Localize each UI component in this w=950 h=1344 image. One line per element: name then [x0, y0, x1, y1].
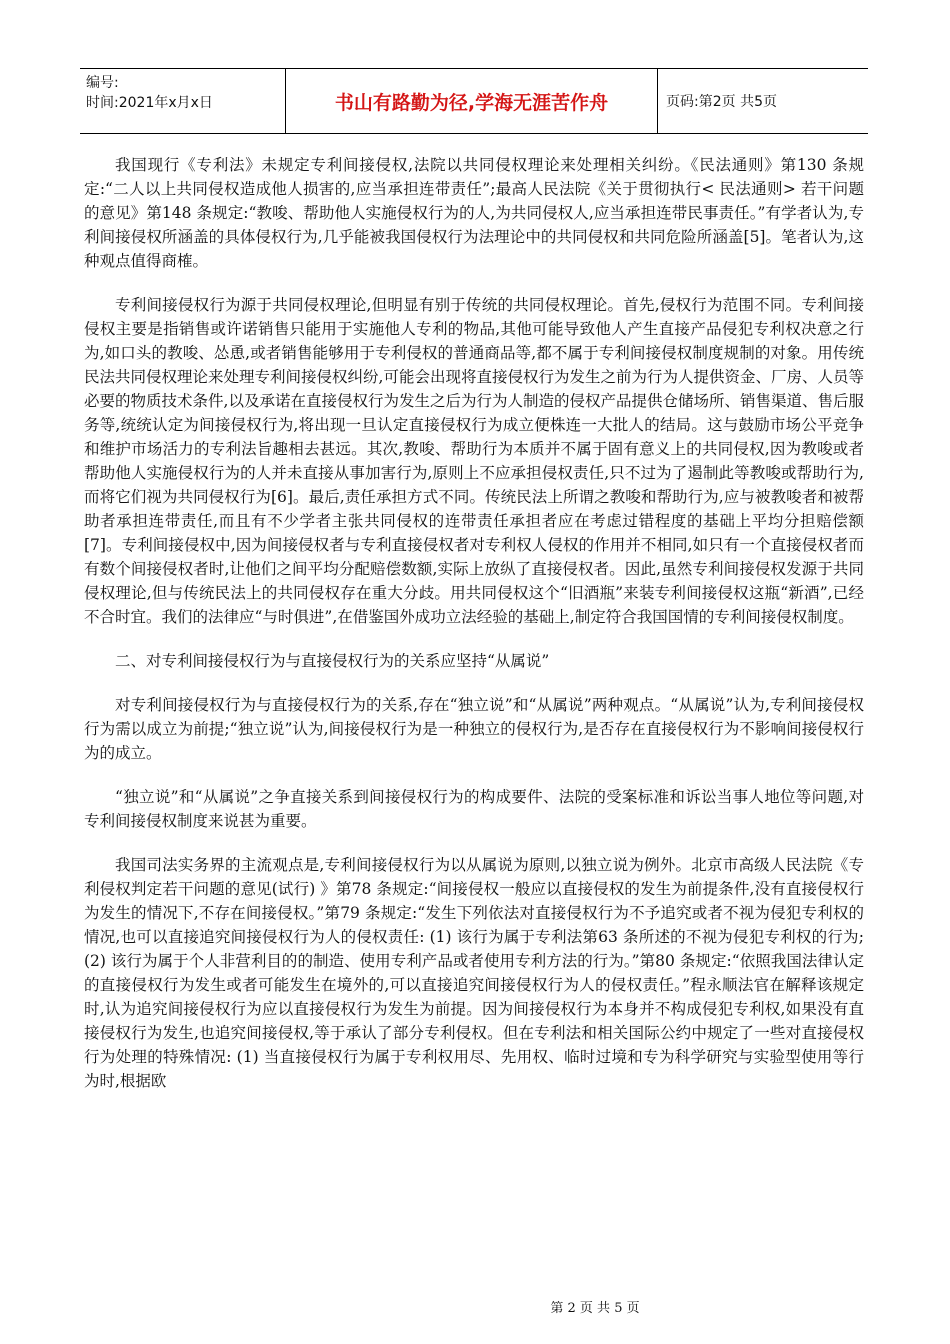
- document-time-label: 时间:2021年x月x日: [86, 95, 213, 111]
- header-motto: 书山有路勤为径,学海无涯苦作舟: [286, 69, 658, 133]
- page-header: [80, 68, 868, 134]
- document-body: [84, 153, 864, 1113]
- paragraph: 我国司法实务界的主流观点是,专利间接侵权行为以从属说为原则,以独立说为例外。北京市高级人民法院《专利侵权判定若干问题的意见(试行) 》第78 条规定:“间接侵权一般应以直接侵权的发生为前提条件,没有直接侵权行为发生的情况下,不存在间接侵权。”第79 条规定:“发生下列依法对直接侵权行为不予追究或者不视为侵犯专利权的情况,也可以直接追究间接侵权行为人的侵权责任: (1) 该行为属于专利法第63 条所述的不视为侵犯专利权的行为; (2) 该行为属于个人非营利目的的制造、使用专利产品或者使用专利方法的行为。”第80 条规定:“依照我国法律认定的直接侵权行为发生或者可能发生在境外的,可以直接追究间接侵权行为人的侵权责任。”程永顺法官在解释该规定时,认为追究间接侵权行为应以直接侵权行为发生为前提。因为间接侵权行为本身并不构成侵犯专利权,如果没有直接侵权行为发生,也追究间接侵权,等于承认了部分专利侵权。但在专利法和相关国际公约中规定了一些对直接侵权行为处理的特殊情况: (1) 当直接侵权行为属于专利权用尽、先用权、临时过境和专为科学研究与实验型使用等行为时,根据欧: [84, 856, 864, 1090]
- paragraph: “独立说”和“从属说”之争直接关系到间接侵权行为的构成要件、法院的受案标准和诉讼当事人地位等问题,对专利间接侵权制度来说甚为重要。: [84, 788, 864, 830]
- paragraph: 我国现行《专利法》未规定专利间接侵权,法院以共同侵权理论来处理相关纠纷。《民法通则》第130 条规定:“二人以上共同侵权造成他人损害的,应当承担连带责任”;最高人民法院《关于贯彻执行< 民法通则> 若干问题的意见》第148 条规定:“教唆、帮助他人实施侵权行为的人,为共同侵权人,应当承担连带民事责任。”有学者认为,专利间接侵权所涵盖的具体侵权行为,几乎能被我国侵权行为法理论中的共同侵权和共同危险所涵盖[5]。笔者认为,这种观点值得商榷。: [84, 156, 864, 270]
- header-meta: [80, 69, 286, 133]
- page-footer: 第 2 页 共 5 页: [550, 1301, 640, 1316]
- document-number-label: 编号:: [86, 75, 119, 91]
- section-heading: 二、对专利间接侵权行为与直接侵权行为的关系应坚持“从属说”: [115, 652, 550, 670]
- header-page-info: 页码:第2页 共5页: [666, 94, 777, 110]
- paragraph: 专利间接侵权行为源于共同侵权理论,但明显有别于传统的共同侵权理论。首先,侵权行为范围不同。专利间接侵权主要是指销售或许诺销售只能用于实施他人专利的物品,其他可能导致他人产生直接产品侵犯专利权决意之行为,如口头的教唆、怂恿,或者销售能够用于专利侵权的普通商品等,都不属于专利间接侵权制度规制的对象。用传统民法共同侵权理论来处理专利间接侵权纠纷,可能会出现将直接侵权行为发生之前为行为人提供资金、厂房、人员等必要的物质技术条件,以及承诺在直接侵权行为发生之后为行为人制造的侵权产品提供仓储场所、销售渠道、售后服务等,统统认定为间接侵权行为,将出现一旦认定直接侵权行为成立便株连一大批人的结局。这与鼓励市场公平竞争和维护市场活力的专利法旨趣相去甚远。其次,教唆、帮助行为本质并不属于固有意义上的共同侵权,因为教唆或者帮助他人实施侵权行为的人并未直接从事加害行为,原则上不应承担侵权责任,只不过为了遏制此等教唆或帮助行为,而将它们视为共同侵权行为[6]。最后,责任承担方式不同。传统民法上所谓之教唆和帮助行为,应与被教唆者和被帮助者承担连带责任,而且有不少学者主张共同侵权的连带责任承担者应在考虑过错程度的基础上平均分担赔偿额[7]。专利间接侵权中,因为间接侵权者与专利直接侵权者对专利权人侵权的作用并不相同,如只有一个直接侵权者而有数个间接侵权者时,让他们之间平均分配赔偿数额,实际上放纵了直接侵权者。因此,虽然专利间接侵权发源于共同侵权理论,但与传统民法上的共同侵权存在重大分歧。用共同侵权这个“旧酒瓶”来装专利间接侵权这瓶“新酒”,已经不合时宜。我们的法律应“与时俱进”,在借鉴国外成功立法经验的基础上,制定符合我国国情的专利间接侵权制度。: [84, 296, 864, 626]
- paragraph: 对专利间接侵权行为与直接侵权行为的关系,存在“独立说”和“从属说”两种观点。“从属说”认为,专利间接侵权行为需以成立为前提;“独立说”认为,间接侵权行为是一种独立的侵权行为,是否存在直接侵权行为不影响间接侵权行为的成立。: [84, 696, 864, 762]
